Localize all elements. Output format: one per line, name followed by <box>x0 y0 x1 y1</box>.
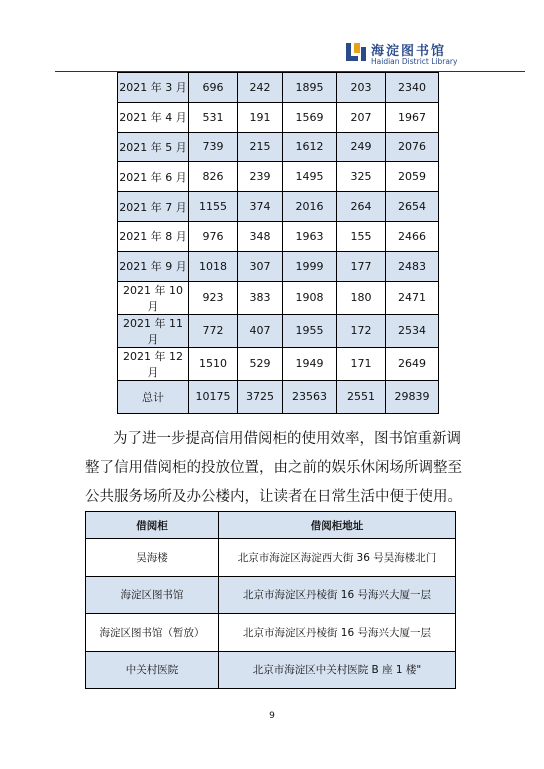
page-number: 9 <box>269 711 275 721</box>
body-paragraph <box>85 425 475 512</box>
locker-address-cell: 北京市海淀区海淀西大街 36 号昊海楼北门 <box>219 539 456 577</box>
table-row <box>86 539 456 577</box>
value-cell: 1895 <box>283 73 337 103</box>
locker-address-cell: 北京市海淀区丹棱街 16 号海兴大厦一层 <box>219 614 456 652</box>
value-cell: 2534 <box>386 314 439 347</box>
value-cell: 155 <box>337 221 386 251</box>
month-cell: 2021 年 11 月 <box>118 314 189 347</box>
table-row <box>118 347 439 380</box>
month-cell: 2021 年 9 月 <box>118 251 189 281</box>
value-cell: 249 <box>337 132 386 162</box>
value-cell: 976 <box>189 221 238 251</box>
locker-name-cell: 海淀区图书馆（暂放） <box>86 614 219 652</box>
value-cell: 191 <box>238 102 283 132</box>
value-cell: 529 <box>238 347 283 380</box>
value-cell: 739 <box>189 132 238 162</box>
value-cell: 2483 <box>386 251 439 281</box>
locker-name-cell: 海淀区图书馆 <box>86 576 219 614</box>
value-cell: 374 <box>238 192 283 222</box>
table-row <box>86 576 456 614</box>
table-header-row <box>86 512 456 539</box>
table-row <box>86 651 456 689</box>
value-cell: 348 <box>238 221 283 251</box>
value-cell: 2076 <box>386 132 439 162</box>
value-cell: 172 <box>337 314 386 347</box>
locker-address-cell: 北京市海淀区丹棱街 16 号海兴大厦一层 <box>219 576 456 614</box>
value-cell: 696 <box>189 73 238 103</box>
locker-name-cell: 中关村医院 <box>86 651 219 689</box>
value-cell: 307 <box>238 251 283 281</box>
total-value: 10175 <box>189 380 238 413</box>
paragraph-text: 为了进一步提高信用借阅柜的使用效率，图书馆重新调整了信用借阅柜的投放位置，由之前的娱乐休闲场所调整至公共服务场所及办公楼内，让读者在日常生活中便于使用。 <box>85 431 462 505</box>
total-value: 3725 <box>238 380 283 413</box>
locker-location-table <box>85 511 456 689</box>
value-cell: 1612 <box>283 132 337 162</box>
value-cell: 1908 <box>283 281 337 314</box>
value-cell: 325 <box>337 162 386 192</box>
table-row <box>118 281 439 314</box>
table-row <box>86 614 456 652</box>
locker-name-cell: 昊海楼 <box>86 539 219 577</box>
table-row <box>118 192 439 222</box>
table-row <box>118 102 439 132</box>
value-cell: 1967 <box>386 102 439 132</box>
column-header-address: 借阅柜地址 <box>219 512 456 539</box>
value-cell: 1510 <box>189 347 238 380</box>
value-cell: 2654 <box>386 192 439 222</box>
month-cell: 2021 年 6 月 <box>118 162 189 192</box>
value-cell: 2649 <box>386 347 439 380</box>
value-cell: 2471 <box>386 281 439 314</box>
month-cell: 2021 年 10 月 <box>118 281 189 314</box>
total-label: 总计 <box>118 380 189 413</box>
value-cell: 383 <box>238 281 283 314</box>
column-header-locker: 借阅柜 <box>86 512 219 539</box>
value-cell: 923 <box>189 281 238 314</box>
table-row <box>118 132 439 162</box>
locker-address-cell: 北京市海淀区中关村医院 B 座 1 楼" <box>219 651 456 689</box>
logo-subtitle: Haidian District Library <box>371 57 458 66</box>
value-cell: 772 <box>189 314 238 347</box>
value-cell: 215 <box>238 132 283 162</box>
value-cell: 2016 <box>283 192 337 222</box>
value-cell: 171 <box>337 347 386 380</box>
value-cell: 2466 <box>386 221 439 251</box>
total-value: 23563 <box>283 380 337 413</box>
value-cell: 264 <box>337 192 386 222</box>
value-cell: 1955 <box>283 314 337 347</box>
table-row <box>118 162 439 192</box>
library-logo-icon <box>346 41 366 63</box>
value-cell: 1569 <box>283 102 337 132</box>
table-row <box>118 73 439 103</box>
value-cell: 531 <box>189 102 238 132</box>
value-cell: 239 <box>238 162 283 192</box>
value-cell: 1963 <box>283 221 337 251</box>
month-cell: 2021 年 7 月 <box>118 192 189 222</box>
value-cell: 826 <box>189 162 238 192</box>
logo-title: 海淀图书馆 <box>371 44 447 59</box>
month-cell: 2021 年 12 月 <box>118 347 189 380</box>
total-row <box>118 380 439 413</box>
month-cell: 2021 年 3 月 <box>118 73 189 103</box>
table-row <box>118 314 439 347</box>
value-cell: 177 <box>337 251 386 281</box>
table-row <box>118 251 439 281</box>
value-cell: 180 <box>337 281 386 314</box>
value-cell: 1949 <box>283 347 337 380</box>
value-cell: 2059 <box>386 162 439 192</box>
page-header <box>0 0 544 74</box>
value-cell: 207 <box>337 102 386 132</box>
total-value: 29839 <box>386 380 439 413</box>
value-cell: 1155 <box>189 192 238 222</box>
monthly-stats-table <box>117 72 439 414</box>
value-cell: 1999 <box>283 251 337 281</box>
value-cell: 1495 <box>283 162 337 192</box>
table-row <box>118 221 439 251</box>
month-cell: 2021 年 8 月 <box>118 221 189 251</box>
value-cell: 242 <box>238 73 283 103</box>
value-cell: 407 <box>238 314 283 347</box>
value-cell: 2340 <box>386 73 439 103</box>
month-cell: 2021 年 4 月 <box>118 102 189 132</box>
month-cell: 2021 年 5 月 <box>118 132 189 162</box>
value-cell: 1018 <box>189 251 238 281</box>
value-cell: 203 <box>337 73 386 103</box>
total-value: 2551 <box>337 380 386 413</box>
